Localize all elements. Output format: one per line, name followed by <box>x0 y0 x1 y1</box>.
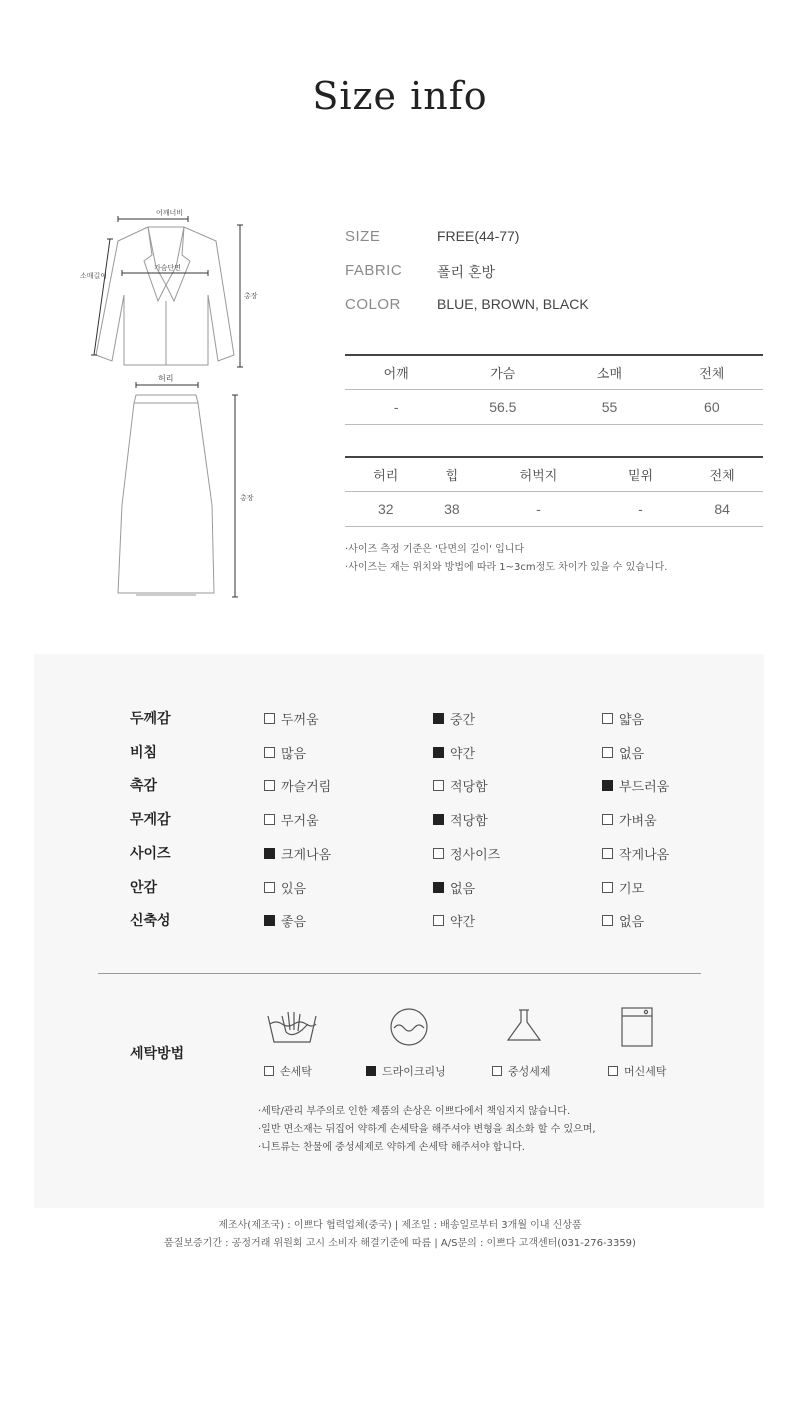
sleeve-label: 소매길이 <box>80 272 108 280</box>
spec-value: 폴리 혼방 <box>437 264 495 280</box>
table-row <box>345 491 763 526</box>
option-label: 가벼움 <box>619 814 657 830</box>
table-header: 어깨 <box>345 355 447 389</box>
note-line: ·일반 면소재는 뒤집어 약하게 손세탁을 해주셔야 변형을 최소화 할 수 있으며, <box>258 1124 596 1135</box>
spec-row-fabric <box>345 262 765 296</box>
table-header: 소매 <box>558 355 660 389</box>
wash-option-detergent <box>492 1063 551 1079</box>
table-cell: 32 <box>345 491 427 526</box>
option-label: 많음 <box>281 746 307 762</box>
note-line: ·니트류는 찬물에 중성세제로 약하게 손세탁 해주셔야 합니다. <box>258 1142 525 1153</box>
page-title: Size info <box>312 74 488 118</box>
option-label: 작게나옴 <box>619 847 670 863</box>
option-label: 정사이즈 <box>450 847 501 863</box>
checkbox <box>264 1066 274 1076</box>
checkbox <box>433 814 444 825</box>
table-cell: 60 <box>661 389 763 424</box>
washing-title: 세탁방법 <box>130 1046 185 1062</box>
table-header: 허리 <box>345 457 427 491</box>
table-header: 전체 <box>681 457 763 491</box>
spec-key: FABRIC <box>345 262 403 279</box>
checkbox <box>433 848 444 859</box>
attribute-option <box>433 743 475 762</box>
option-label: 있음 <box>281 881 307 897</box>
checkbox <box>264 780 275 791</box>
checkbox <box>433 780 444 791</box>
checkbox <box>602 713 613 724</box>
option-label: 무거움 <box>281 814 319 830</box>
attribute-option <box>433 776 488 795</box>
option-label: 중간 <box>450 713 476 728</box>
option-label: 얇음 <box>619 713 645 728</box>
option-label: 적당함 <box>450 780 488 796</box>
table-cell: 56.5 <box>447 389 558 424</box>
table-cell: 55 <box>558 389 660 424</box>
wash-option-label: 중성세제 <box>508 1065 551 1078</box>
attribute-name: 무게감 <box>130 812 171 829</box>
bottom-size-table <box>345 456 763 527</box>
table-cell: - <box>477 491 599 526</box>
attribute-name: 신축성 <box>130 913 171 930</box>
checkbox <box>602 915 613 926</box>
table-header-row <box>345 457 763 491</box>
attribute-option <box>264 743 306 762</box>
wash-option-label: 드라이크리닝 <box>382 1065 446 1078</box>
washing-notes <box>258 1103 596 1157</box>
attribute-option <box>264 911 306 930</box>
hand-wash-icon <box>264 1006 320 1046</box>
footer <box>0 1217 800 1253</box>
table-header: 가슴 <box>447 355 558 389</box>
checkbox <box>433 747 444 758</box>
attribute-name: 두께감 <box>130 711 171 727</box>
wash-option-label: 머신세탁 <box>624 1065 667 1078</box>
attribute-option <box>264 776 331 795</box>
footer-line: 제조사(제조국) : 이쁘다 협력업체(중국) | 제조일 : 배송일로부터 3개월 이내 신상품 <box>218 1220 582 1231</box>
checkbox <box>264 747 275 758</box>
attribute-option <box>264 844 331 863</box>
option-label: 없음 <box>619 915 645 931</box>
footer-line: 품질보증기간 : 공정거래 위원회 고시 소비자 해결기준에 따름 | A/S문의 : 이쁘다 고객센터(031-276-3359) <box>164 1238 636 1249</box>
wash-option-label: 손세탁 <box>280 1065 312 1078</box>
spec-key: SIZE <box>345 228 381 245</box>
option-label: 기모 <box>619 881 645 897</box>
bottom-length-label: 총장 <box>240 494 254 502</box>
option-label: 약간 <box>450 746 476 762</box>
checkbox <box>602 882 613 893</box>
dry-clean-icon <box>388 1006 430 1048</box>
checkbox <box>433 915 444 926</box>
attribute-option <box>602 709 644 728</box>
wash-option-machine <box>608 1063 667 1079</box>
attribute-option <box>433 810 488 829</box>
table-cell: - <box>345 389 447 424</box>
table-cell: 38 <box>427 491 478 526</box>
attribute-name: 안감 <box>130 879 158 896</box>
checkbox <box>366 1066 376 1076</box>
spec-list <box>345 228 765 330</box>
spec-row-color <box>345 296 765 330</box>
size-notes <box>345 541 667 577</box>
checkbox <box>492 1066 502 1076</box>
attribute-option <box>433 911 475 930</box>
top-size-table <box>345 354 763 425</box>
attribute-option <box>264 878 306 897</box>
shoulder-label: 어깨너비 <box>156 209 184 217</box>
wash-option-hand <box>264 1063 312 1079</box>
option-label: 없음 <box>619 746 645 762</box>
checkbox <box>608 1066 618 1076</box>
checkbox <box>433 713 444 724</box>
machine-wash-icon <box>620 1006 654 1048</box>
waist-label: 허리 <box>158 374 174 383</box>
attribute-name: 사이즈 <box>130 845 171 862</box>
attribute-option <box>264 810 319 829</box>
option-label: 좋음 <box>281 915 307 931</box>
divider <box>98 973 701 974</box>
option-label: 부드러움 <box>619 780 670 796</box>
attribute-name: 비침 <box>130 744 158 761</box>
checkbox <box>602 780 613 791</box>
table-header: 힙 <box>427 457 478 491</box>
attribute-option <box>602 911 644 930</box>
wash-option-dryclean <box>366 1063 446 1079</box>
spec-value: BLUE, BROWN, BLACK <box>437 296 589 312</box>
garment-diagram <box>78 205 268 605</box>
option-label: 약간 <box>450 915 476 931</box>
chest-label: 가슴단면 <box>154 264 182 272</box>
attribute-option <box>602 844 669 863</box>
spec-value: FREE(44-77) <box>437 228 520 244</box>
attribute-option <box>433 844 500 863</box>
table-header: 허벅지 <box>477 457 599 491</box>
neutral-detergent-icon <box>504 1006 544 1044</box>
spec-key: COLOR <box>345 296 401 313</box>
attribute-option <box>602 776 669 795</box>
checkbox <box>602 814 613 825</box>
table-cell: 84 <box>681 491 763 526</box>
checkbox <box>602 747 613 758</box>
attribute-option <box>433 878 475 897</box>
note-line: ·세탁/관리 부주의로 인한 제품의 손상은 이쁘다에서 책임지지 않습니다. <box>258 1106 571 1117</box>
table-header-row <box>345 355 763 389</box>
table-cell: - <box>600 491 682 526</box>
attribute-option <box>602 743 644 762</box>
attribute-option <box>602 810 657 829</box>
checkbox <box>264 814 275 825</box>
attribute-option <box>433 709 475 728</box>
attribute-name: 촉감 <box>130 778 158 795</box>
note-line: ·사이즈 측정 기준은 '단면의 길이' 입니다 <box>345 544 525 555</box>
checkbox <box>264 915 275 926</box>
checkbox <box>264 848 275 859</box>
option-label: 없음 <box>450 881 476 897</box>
table-header: 밑위 <box>600 457 682 491</box>
fabric-info-panel <box>34 654 764 1208</box>
attribute-option <box>602 878 644 897</box>
option-label: 적당함 <box>450 814 488 830</box>
top-length-label: 총장 <box>244 292 258 300</box>
checkbox <box>433 882 444 893</box>
table-row <box>345 389 763 424</box>
option-label: 두꺼움 <box>281 713 319 728</box>
table-header: 전체 <box>661 355 763 389</box>
option-label: 크게나옴 <box>281 847 332 863</box>
checkbox <box>264 882 275 893</box>
note-line: ·사이즈는 재는 위치와 방법에 따라 1~3cm정도 차이가 있을 수 있습니다. <box>345 562 668 573</box>
option-label: 까슬거림 <box>281 780 332 796</box>
attribute-option <box>264 709 319 728</box>
checkbox <box>602 848 613 859</box>
spec-row-size <box>345 228 765 262</box>
checkbox <box>264 713 275 724</box>
